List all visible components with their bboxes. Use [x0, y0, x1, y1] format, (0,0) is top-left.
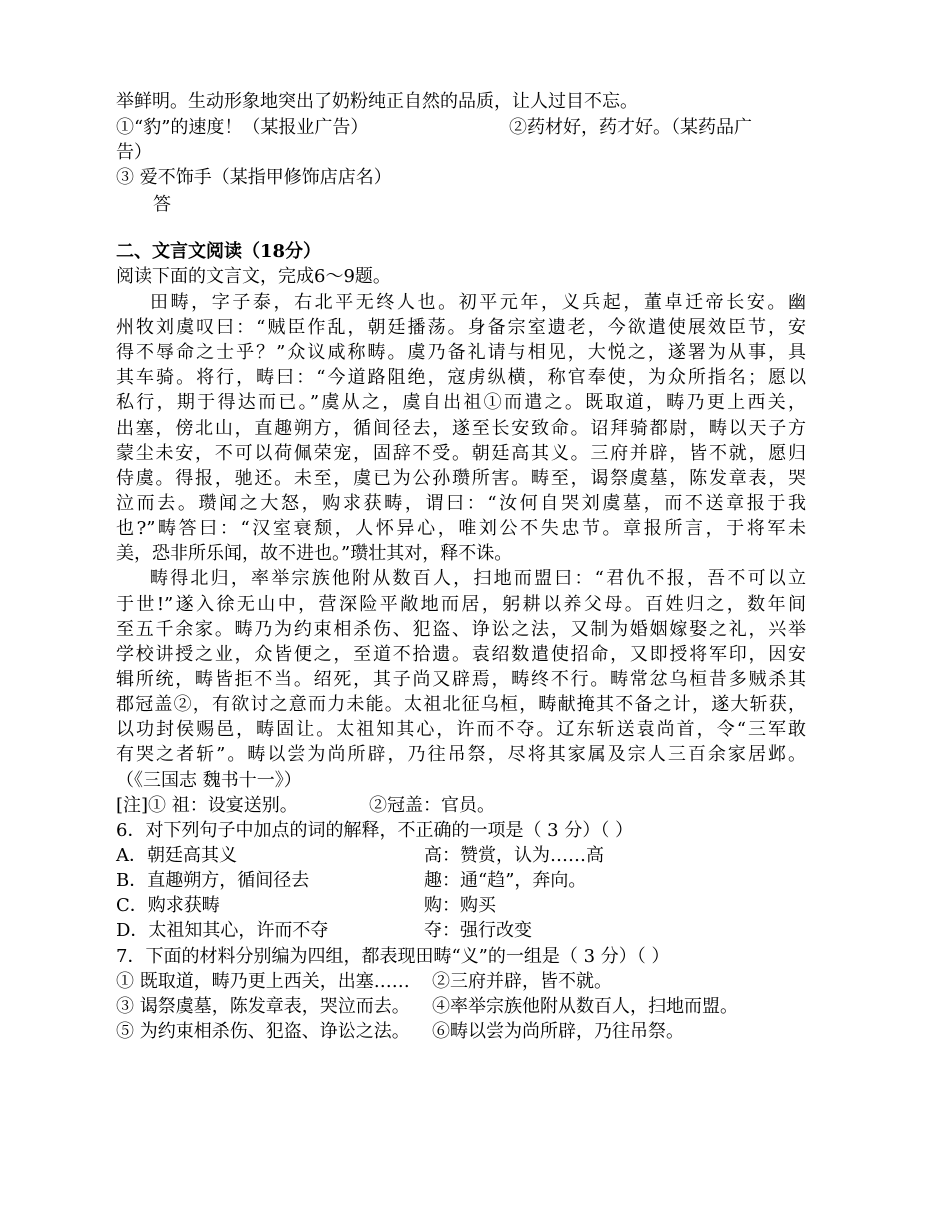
- option-d-gloss: 夺：强行改变: [424, 920, 532, 941]
- ad-example-2-cont: 告）: [116, 142, 152, 163]
- passage-line: 泣而去。瓒闻之大怒，购求获畴，谓曰：“汝何自哭刘虞墓，而不送章报于我: [116, 493, 806, 514]
- material-item: ③ 谒祭虞墓，陈发章表，哭泣而去。: [116, 996, 410, 1017]
- passage-line: 私行，期于得达而已。”虞从之，虞自出祖①而遣之。既取道，畴乃更上西关，: [116, 392, 806, 413]
- passage-line: 州牧刘虞叹曰：“贼臣作乱，朝廷播荡。身备宗室遗老，今欲遣使展效臣节，安: [116, 317, 806, 338]
- passage-line: 学校讲授之业，众皆便之，至道不拾遗。袁绍数遣使招命，又即授将军印，因安: [116, 644, 806, 665]
- passage-line: 得不辱命之士乎？”众议咸称畴。虞乃备礼请与相见，大悦之，遂署为从事，具: [116, 342, 806, 363]
- passage-line: 也?”畴答曰：“汉室衰颓，人怀异心，唯刘公不失忠节。章报所言，于将军未: [116, 518, 806, 539]
- option-c: C．购求获畴: [116, 895, 220, 916]
- material-item: ④率举宗族他附从数百人，扫地而盟。: [432, 996, 738, 1017]
- section-title: 二、文言文阅读（18分）: [116, 241, 322, 262]
- option-b-gloss: 趣：通“趋”，奔向。: [424, 870, 587, 891]
- material-item: ⑤ 为约束相杀伤、犯盗、诤讼之法。: [116, 1021, 410, 1042]
- option-a-gloss: 高：赞赏，认为……高: [424, 845, 604, 866]
- passage-line: 辑所统，畴皆拒不当。绍死，其子尚又辟焉，畴终不行。畴常忿乌桓昔多贼杀其: [116, 669, 806, 690]
- ad-example-2: ②药材好，药才好。（某药品广: [509, 117, 752, 138]
- option-c-gloss: 购：购买: [424, 895, 496, 916]
- passage-line: 蒙尘未安，不可以荷佩荣宠，固辞不受。朝廷高其义。三府并辟，皆不就，愿归: [116, 443, 806, 464]
- passage-line: 于世!”遂入徐无山中，营深险平敞地而居，躬耕以养父母。百姓归之，数年间: [116, 594, 806, 615]
- text-line: 举鲜明。生动形象地突出了奶粉纯正自然的品质，让人过目不忘。: [116, 91, 638, 112]
- instruction: 阅读下面的文言文，完成6～9题。: [116, 266, 391, 287]
- material-item: ① 既取道，畴乃更上西关，出塞……: [116, 971, 410, 992]
- note-1: [注]① 祖：设宴送别。: [116, 795, 298, 816]
- passage-line: 畴得北归，率举宗族他附从数百人，扫地而盟曰：“君仇不报，吾不可以立: [150, 568, 806, 589]
- option-b: B．直趣朔方，循间径去: [116, 870, 310, 891]
- question-stem: 6．对下列句子中加点的词的解释，不正确的一项是（ 3 分）（ ）: [116, 820, 634, 841]
- passage-line: 至五千余家。畴乃为约束相杀伤、犯盗、诤讼之法，又制为婚姻嫁娶之礼，兴举: [116, 619, 806, 640]
- passage-line: 出塞，傍北山，直趣朔方，循间径去，遂至长安致命。诏拜骑都尉，畴以天子方: [116, 418, 806, 439]
- ad-example-1: ①“豹”的速度！（某报业广告）: [116, 117, 369, 138]
- ad-example-3: ③ 爱不饰手（某指甲修饰店店名）: [116, 167, 392, 188]
- note-2: ②冠盖：官员。: [369, 795, 495, 816]
- passage-line: 其车骑。将行，畴曰：“今道路阻绝，寇虏纵横，称官奉使，为众所指名；愿以: [116, 367, 806, 388]
- passage-line: 侍虞。得报，驰还。未至，虞已为公孙瓒所害。畴至，谒祭虞墓，陈发章表，哭: [116, 468, 806, 489]
- question-stem: 7．下面的材料分别编为四组，都表现田畴“义”的一组是（ 3 分）（ ）: [116, 946, 670, 967]
- passage-line: 田畴，字子泰，右北平无终人也。初平元年，义兵起，董卓迁帝长安。幽: [150, 292, 806, 313]
- passage-source: （《三国志 魏书十一》）: [116, 770, 302, 791]
- material-item: ⑥畴以尝为尚所辟，乃往吊祭。: [432, 1021, 684, 1042]
- passage-line: 郡冠盖②，有欲讨之意而力未能。太祖北征乌桓，畴献掩其不备之计，遂大斩获，: [116, 694, 806, 715]
- passage-line: 美，恐非所乐闻，故不进也。”瓒壮其对，释不诛。: [116, 543, 513, 564]
- passage-line: 有哭之者斩”。畴以尝为尚所辟，乃往吊祭，尽将其家属及宗人三百余家居邺。: [116, 744, 806, 765]
- option-d: D．太祖知其心，许而不夺: [116, 920, 329, 941]
- answer-label: 答: [153, 194, 171, 215]
- option-a: A．朝廷高其义: [116, 845, 237, 866]
- passage-line: 以功封侯赐邑，畴固让。太祖知其心，许而不夺。辽东斩送袁尚首，令“三军敢: [116, 719, 806, 740]
- material-item: ②三府并辟，皆不就。: [432, 971, 612, 992]
